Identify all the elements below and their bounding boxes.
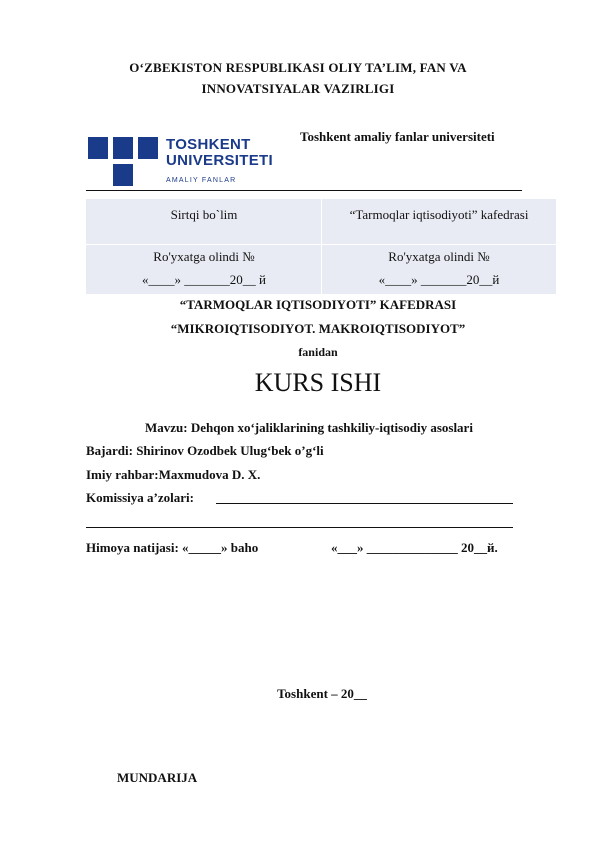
topic-line: Mavzu: Dehqon xo‘jaliklarining tashkiliy-iqtisodiy asoslari bbox=[145, 420, 473, 435]
supervisor-line: Imiy rahbar:Maxmudova D. X. bbox=[86, 467, 261, 482]
university-logo-mark bbox=[88, 137, 158, 189]
logo-subtitle: AMALIY FANLAR bbox=[166, 177, 237, 184]
performer-line: Bajardi: Shirinov Ozodbek Ulug‘bek o’g‘li bbox=[86, 443, 324, 458]
commission-label: Komissiya a’zolari: bbox=[86, 490, 194, 505]
defense-date: «___» ______________ 20__й. bbox=[331, 540, 498, 555]
ministry-line-2: INNOVATSIYALAR VAZIRLIGI bbox=[201, 81, 395, 96]
table-left-date: «____» _______20__ й bbox=[142, 272, 266, 287]
defense-result: Himoya natijasi: «_____» baho bbox=[86, 540, 259, 555]
university-name: Toshkent amaliy fanlar universiteti bbox=[300, 129, 495, 144]
logo-word-1: TOSHKENT bbox=[166, 136, 251, 153]
registration-table bbox=[86, 199, 556, 294]
city-year: Toshkent – 20__ bbox=[277, 686, 367, 701]
table-row-divider bbox=[86, 244, 556, 245]
table-right-date: «____» _______20__й bbox=[378, 272, 500, 287]
table-right-registration: Ro'yxatga olindi № bbox=[388, 249, 490, 264]
subject-suffix: fanidan bbox=[298, 345, 338, 359]
table-left-registration: Ro'yxatga olindi № bbox=[153, 249, 255, 264]
university-logo-wordmark bbox=[166, 137, 273, 169]
commission-blank-line bbox=[216, 503, 513, 504]
document-title: KURS ISHI bbox=[254, 368, 382, 397]
department-title: “TARMOQLAR IQTISODIYOTI” KAFEDRASI bbox=[179, 297, 457, 312]
header-divider bbox=[86, 190, 522, 191]
logo-word-2: UNIVERSITETI bbox=[166, 152, 273, 169]
table-right-header: “Tarmoqlar iqtisodiyoti” kafedrasi bbox=[349, 207, 529, 222]
table-left-header: Sirtqi bo`lim bbox=[170, 207, 238, 222]
contents-heading: MUNDARIJA bbox=[117, 770, 198, 785]
subject-title: “MIKROIQTISODIYOT. MAKROIQTISODIYOT” bbox=[170, 321, 466, 336]
ministry-line-1: O‘ZBEKISTON RESPUBLIKASI OLIY TA’LIM, FAN VA bbox=[129, 60, 467, 75]
commission-blank-line-2 bbox=[86, 527, 513, 528]
